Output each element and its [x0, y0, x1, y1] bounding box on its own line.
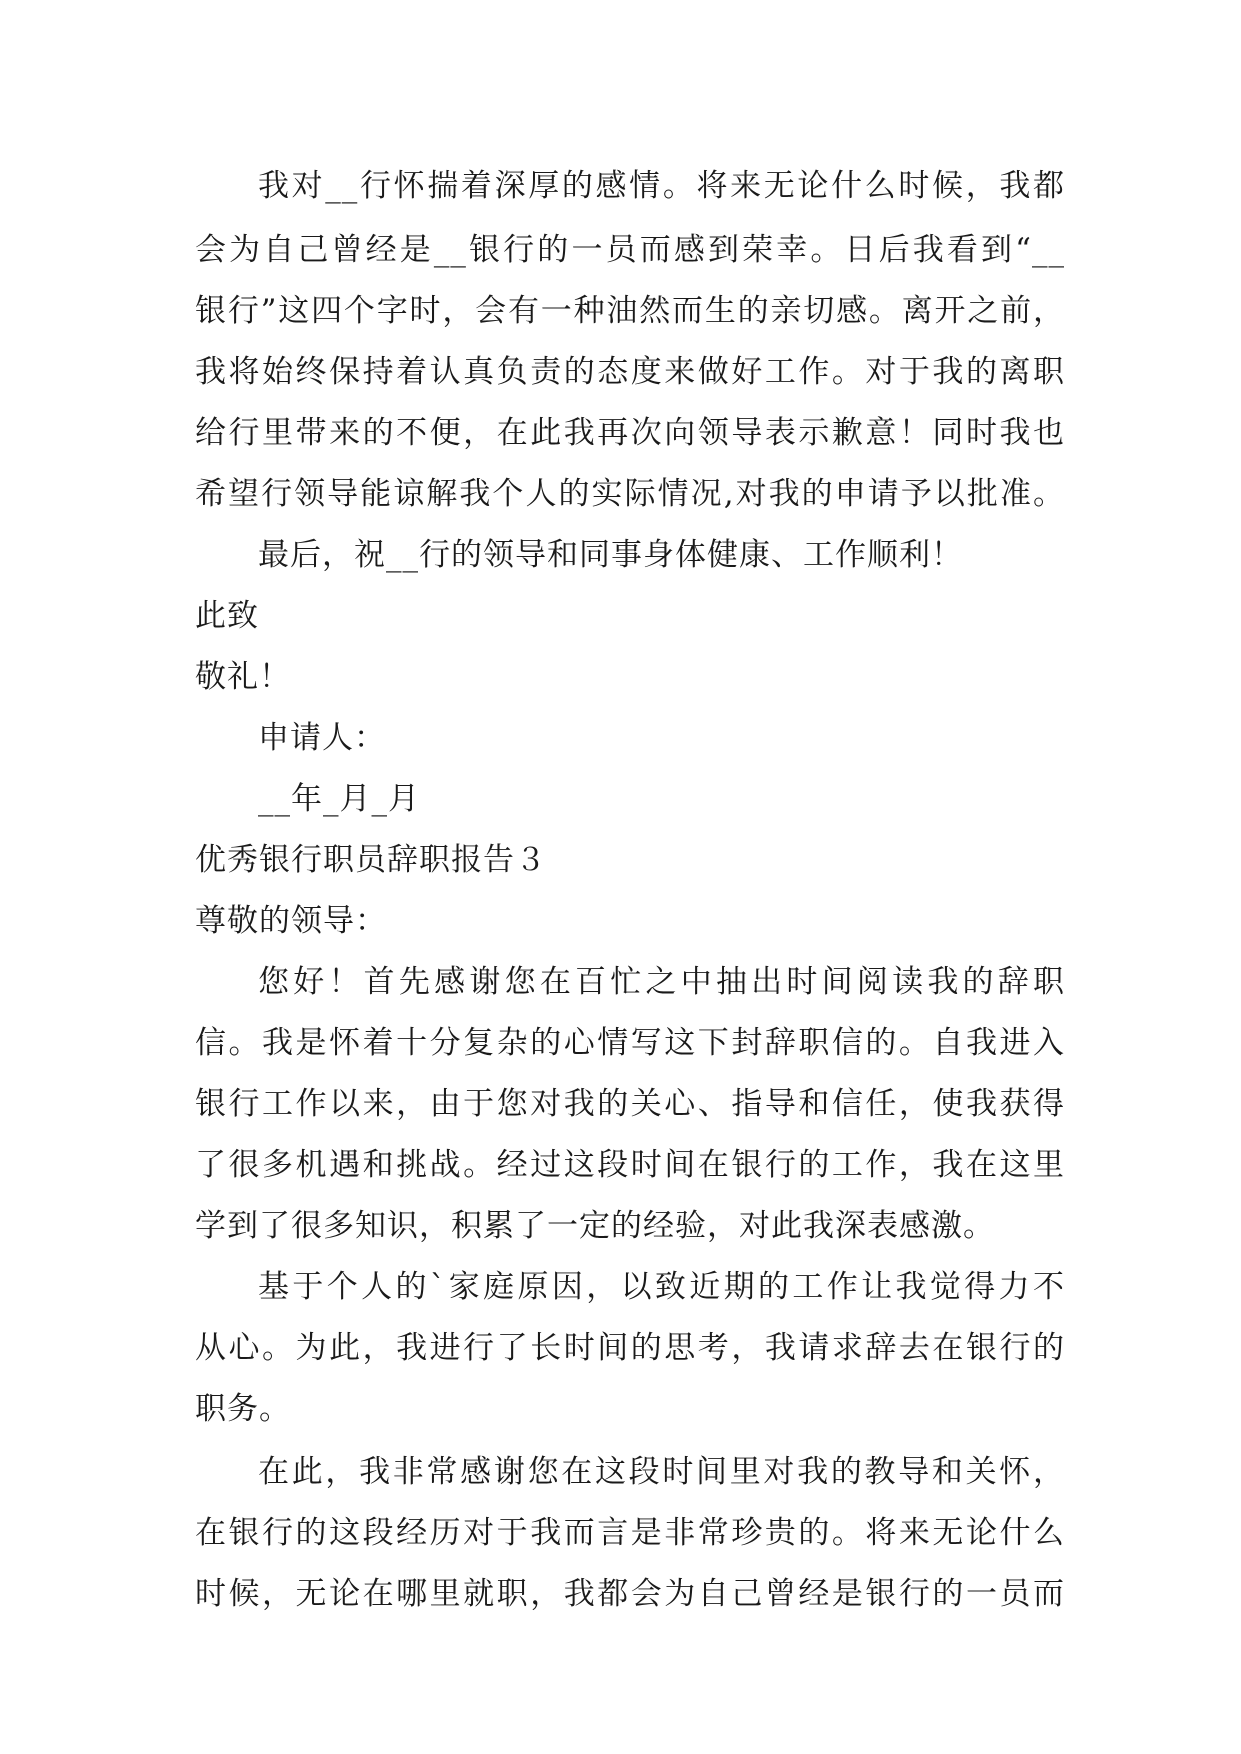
text-line: 银行工作以来，由于您对我的关心、指导和信任，使我获得	[195, 1086, 1065, 1122]
text-line: 从心。为此，我进行了长时间的思考，我请求辞去在银行的	[195, 1330, 1065, 1366]
text-line: 在此，我非常感谢您在这段时间里对我的教导和关怀，	[258, 1454, 1065, 1490]
section-title: 优秀银行职员辞职报告３	[195, 842, 547, 878]
text-line: 我对__行怀揣着深厚的感情。将来无论什么时候，我都	[258, 168, 1065, 204]
text-line: 时候，无论在哪里就职，我都会为自己曾经是银行的一员而	[195, 1576, 1065, 1612]
text-line: 了很多机遇和挑战。经过这段时间在银行的工作，我在这里	[195, 1147, 1065, 1183]
text-line: 银行”这四个字时，会有一种油然而生的亲切感。离开之前，	[195, 293, 1065, 329]
closing-salutation: 此致	[195, 598, 259, 634]
text-line: 职务。	[195, 1391, 291, 1427]
closing-regards: 敬礼！	[195, 659, 291, 695]
text-line: 会为自己曾经是__银行的一员而感到荣幸。日后我看到“__	[195, 232, 1065, 268]
text-line: 您好！首先感谢您在百忙之中抽出时间阅读我的辞职	[258, 964, 1065, 1000]
text-line: 我将始终保持着认真负责的态度来做好工作。对于我的离职	[195, 354, 1065, 390]
text-line: 基于个人的`家庭原因，以致近期的工作让我觉得力不	[258, 1269, 1065, 1305]
text-line: 信。我是怀着十分复杂的心情写这下封辞职信的。自我进入	[195, 1025, 1065, 1061]
applicant-label: 申请人：	[258, 720, 386, 756]
greeting: 尊敬的领导：	[195, 903, 387, 939]
text-line: 希望行领导能谅解我个人的实际情况,对我的申请予以批准。	[195, 476, 1065, 512]
date-line: __年_月_月	[258, 781, 420, 817]
text-line: 在银行的这段经历对于我而言是非常珍贵的。将来无论什么	[195, 1515, 1065, 1551]
text-line: 最后，祝__行的领导和同事身体健康、工作顺利！	[258, 537, 963, 573]
text-line: 给行里带来的不便，在此我再次向领导表示歉意！同时我也	[195, 415, 1065, 451]
text-line: 学到了很多知识，积累了一定的经验，对此我深表感激。	[195, 1208, 995, 1244]
